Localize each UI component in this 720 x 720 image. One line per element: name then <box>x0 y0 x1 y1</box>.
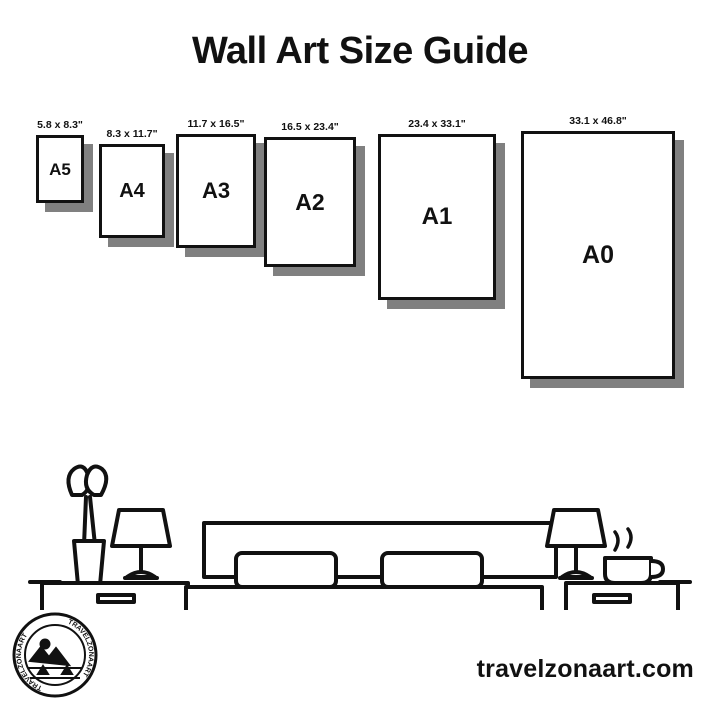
frame-a2 <box>264 121 356 267</box>
frame-box-a5 <box>36 135 84 203</box>
frame-size-label: A5 <box>49 159 71 179</box>
flower-vase <box>68 467 106 585</box>
table-lamp-left <box>112 510 170 578</box>
frame-dimension-label: 5.8 x 8.3" <box>37 119 83 131</box>
frame-box-a3 <box>176 134 256 248</box>
logo-text-bottom: TRAVELZONAART <box>15 632 44 692</box>
brand-logo <box>12 612 98 698</box>
frame-a4 <box>99 128 165 238</box>
frame-box-a4 <box>99 144 165 238</box>
page-title: Wall Art Size Guide <box>191 30 529 72</box>
logo-icon <box>12 612 98 698</box>
frame-a5 <box>36 119 84 203</box>
logo-text-top: TRAVELZONAART <box>66 618 95 678</box>
frame-size-label: A1 <box>421 203 453 230</box>
frame-box-a0 <box>521 131 675 379</box>
frame-a0 <box>521 115 675 379</box>
bedroom-svg <box>0 375 720 610</box>
frame-dimension-label: 16.5 x 23.4" <box>281 121 339 133</box>
frame-size-label: A2 <box>295 188 325 215</box>
frame-dimension-label: 11.7 x 16.5" <box>187 118 245 130</box>
nightstand-left <box>42 583 188 610</box>
frame-size-label: A0 <box>582 240 614 269</box>
frame-dimension-label: 33.1 x 46.8" <box>569 115 627 127</box>
bedroom-illustration <box>0 375 720 610</box>
coffee-cup <box>605 529 663 583</box>
frame-box-a1 <box>378 134 496 300</box>
frame-dimension-label: 8.3 x 11.7" <box>106 128 158 140</box>
bed <box>186 523 556 610</box>
website-url: travelzonaart.com <box>476 655 694 683</box>
frame-a3 <box>176 118 256 248</box>
frame-size-label: A3 <box>201 178 231 203</box>
frame-a1 <box>378 118 496 300</box>
frame-size-label: A4 <box>119 180 145 202</box>
nightstand-right <box>566 583 678 610</box>
frame-box-a2 <box>264 137 356 267</box>
frame-dimension-label: 23.4 x 33.1" <box>408 118 466 130</box>
